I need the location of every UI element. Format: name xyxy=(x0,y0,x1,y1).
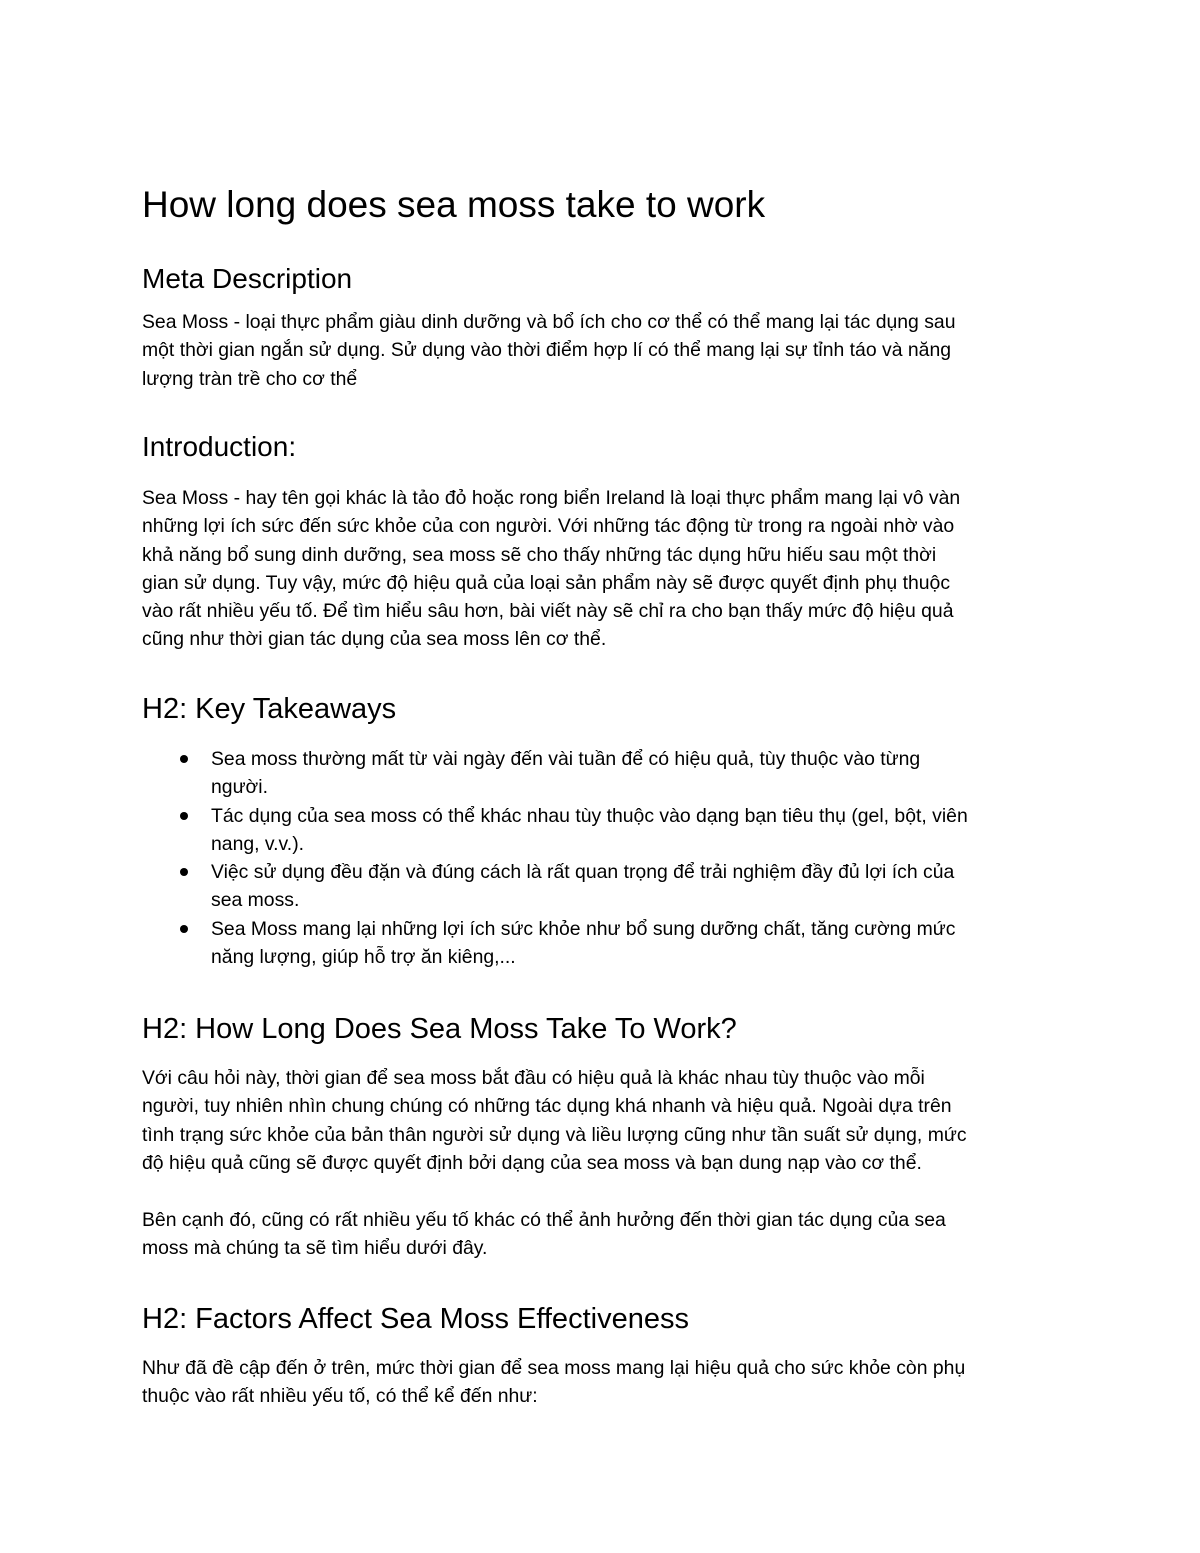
bullet-icon xyxy=(180,868,188,876)
list-item-text: Việc sử dụng đều đặn và đúng cách là rất quan trọng để trải nghiệm đầy đủ lợi ích của sea moss. xyxy=(211,861,955,912)
introduction-text: Sea Moss - hay tên gọi khác là tảo đỏ hoặc rong biển Ireland là loại thực phẩm mang lại vô vàn những lợi ích sức đến sức khỏe của con người. Với những tác động từ trong ra ngoài nhờ vào khả năng bổ sung dinh dưỡng, sea moss sẽ cho thấy những tác dụng hữu hiếu sau một thời gian sử dụng. Tuy vậy, mức độ hiệu quả của loại sản phẩm này sẽ được quyết định phụ thuộc vào rất nhiều yếu tố. Để tìm hiểu sâu hơn, bài viết này sẽ chỉ ra cho bạn thấy mức độ hiệu quả cũng như thời gian tác dụng của sea moss lên cơ thể. xyxy=(142,487,961,651)
list-item xyxy=(142,858,1062,915)
list-item-text: Sea moss thường mất từ vài ngày đến vài tuần để có hiệu quả, tùy thuộc vào từng người. xyxy=(211,748,921,799)
list-item-text: Tác dụng của sea moss có thể khác nhau tùy thuộc vào dạng bạn tiêu thụ (gel, bột, viên nang, v.v.). xyxy=(211,804,968,855)
how-long-paragraph-1: Với câu hỏi này, thời gian để sea moss bắt đầu có hiệu quả là khác nhau tùy thuộc vào mỗi người, tuy nhiên nhìn chung chúng có những tác dụng khá nhanh và hiệu quả. Ngoài dựa trên tình trạng sức khỏe của bản thân người sử dụng và liều lượng cũng như tần suất sử dụng, mức độ hiệu quả cũng sẽ được quyết định bởi dạng của sea moss và bạn dung nạp vào cơ thể. xyxy=(142,1067,967,1174)
key-takeaways-list xyxy=(142,745,1062,971)
key-takeaways-heading: H2: Key Takeaways xyxy=(142,693,397,725)
factors-heading: H2: Factors Affect Sea Moss Effectiveness xyxy=(142,1303,689,1335)
document-title: How long does sea moss take to work xyxy=(142,184,766,225)
bullet-icon xyxy=(180,812,188,820)
list-item xyxy=(142,802,1062,859)
introduction-heading: Introduction: xyxy=(142,431,297,462)
how-long-heading: H2: How Long Does Sea Moss Take To Work? xyxy=(142,1013,737,1045)
meta-description-heading: Meta Description xyxy=(142,263,353,294)
bullet-icon xyxy=(180,755,188,763)
list-item-text: Sea Moss mang lại những lợi ích sức khỏe như bổ sung dưỡng chất, tăng cường mức năng lượng, giúp hỗ trợ ăn kiêng,... xyxy=(211,917,956,969)
meta-description-text: Sea Moss - loại thực phẩm giàu dinh dưỡng và bổ ích cho cơ thể có thể mang lại tác dụng sau một thời gian ngắn sử dụng. Sử dụng vào thời điểm hợp lí có thể mang lại sự tỉnh táo và năng lượng tràn trề cho cơ thể xyxy=(142,311,956,390)
how-long-paragraph-2: Bên cạnh đó, cũng có rất nhiều yếu tố khác có thể ảnh hưởng đến thời gian tác dụng của sea moss mà chúng ta sẽ tìm hiểu dưới đây. xyxy=(142,1209,946,1260)
bullet-icon xyxy=(180,925,188,933)
factors-paragraph: Như đã đề cập đến ở trên, mức thời gian để sea moss mang lại hiệu quả cho sức khỏe còn phụ thuộc vào rất nhiều yếu tố, có thể kể đến như: xyxy=(142,1357,966,1408)
list-item xyxy=(142,745,1062,802)
list-item xyxy=(142,915,1062,972)
